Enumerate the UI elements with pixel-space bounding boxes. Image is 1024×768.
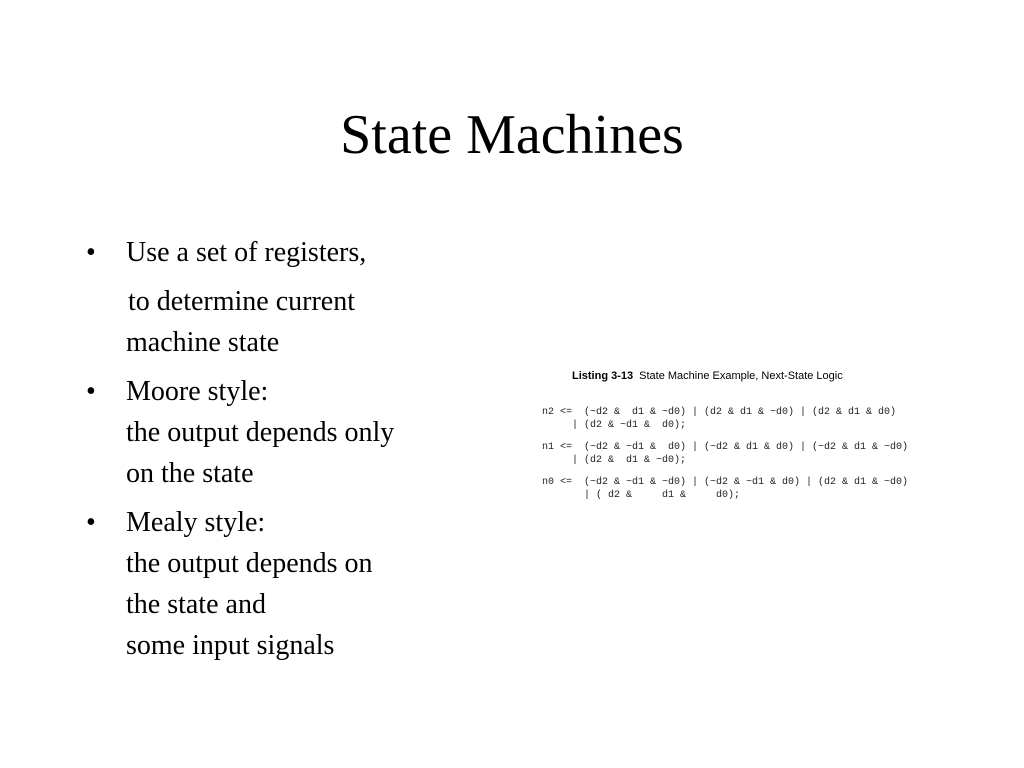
bullet-continuation: to determine current — [128, 286, 356, 317]
code-line: | (d2 & ~d1 & d0); — [542, 420, 687, 431]
bullet-item — [86, 371, 486, 494]
bullet-text: on the state — [126, 458, 254, 489]
bullet-continuation: machine state — [126, 327, 280, 358]
code-line: n1 <= (~d2 & ~d1 & d0) | (~d2 & d1 & d0) | (~d2 & d1 & ~d0) — [542, 442, 909, 453]
slide-title: State Machines — [340, 104, 684, 166]
code-block-n1 — [542, 441, 942, 467]
bullet-icon: • — [86, 507, 96, 538]
listing-label: Listing 3-13 — [572, 370, 634, 382]
listing-caption — [572, 370, 942, 382]
code-block-n2 — [542, 406, 942, 432]
bullet-text: Moore style: — [126, 376, 269, 407]
code-block-n0 — [542, 476, 942, 502]
bullet-item — [86, 232, 486, 363]
bullet-text: some input signals — [126, 630, 335, 661]
listing-caption-text: State Machine Example, Next-State Logic — [639, 370, 843, 382]
bullet-list — [86, 232, 486, 674]
bullet-text: the output depends on — [126, 548, 373, 579]
bullet-text: the output depends only — [126, 417, 395, 448]
code-line: | ( d2 & d1 & d0); — [542, 490, 741, 501]
bullet-icon: • — [86, 376, 96, 407]
code-line: n2 <= (~d2 & d1 & ~d0) | (d2 & d1 & ~d0) | (d2 & d1 & d0) — [542, 407, 897, 418]
bullet-text: Use a set of registers, — [126, 237, 367, 268]
code-line: n0 <= (~d2 & ~d1 & ~d0) | (~d2 & ~d1 & d0) | (d2 & d1 & ~d0) — [542, 477, 909, 488]
bullet-text: Mealy style: — [126, 507, 266, 538]
bullet-text: the state and — [126, 589, 266, 620]
code-listing-figure — [542, 370, 942, 511]
code-line: | (d2 & d1 & ~d0); — [542, 455, 687, 466]
bullet-icon: • — [86, 237, 96, 268]
bullet-item — [86, 502, 486, 666]
